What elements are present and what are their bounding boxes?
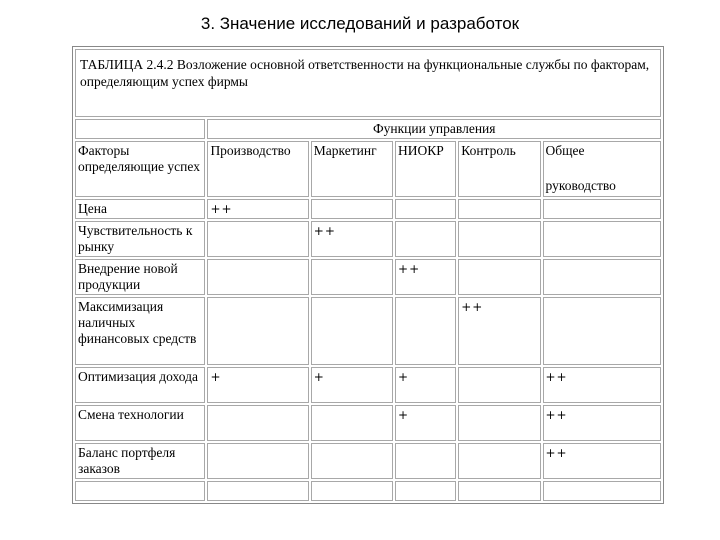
table-row bbox=[75, 259, 661, 295]
mark-cell bbox=[207, 405, 308, 441]
factor-cell: Цена bbox=[75, 199, 205, 219]
table-row bbox=[75, 443, 661, 479]
mark-cell: + bbox=[395, 367, 456, 403]
mark-cell bbox=[395, 443, 456, 479]
column-header: Контроль bbox=[458, 141, 540, 197]
general-management-header bbox=[543, 141, 662, 197]
mark-cell bbox=[311, 297, 393, 365]
mark-cell: ++ bbox=[395, 259, 456, 295]
factor-cell: Чувствительность к рынку bbox=[75, 221, 205, 257]
mark-cell bbox=[395, 199, 456, 219]
table-row bbox=[75, 199, 661, 219]
mark-cell bbox=[395, 221, 456, 257]
mark-cell: + bbox=[311, 367, 393, 403]
empty-header-cell bbox=[75, 119, 205, 139]
mark-cell bbox=[207, 259, 308, 295]
mark-cell bbox=[207, 221, 308, 257]
caption-row bbox=[75, 49, 661, 117]
factor-cell bbox=[75, 481, 205, 501]
mark-cell: ++ bbox=[543, 367, 662, 403]
mark-cell bbox=[458, 221, 540, 257]
mark-cell: ++ bbox=[458, 297, 540, 365]
mark-cell bbox=[543, 259, 662, 295]
functions-header: Функции управления bbox=[207, 119, 661, 139]
mark-cell: ++ bbox=[311, 221, 393, 257]
general-management-bottom: руководство bbox=[545, 178, 616, 193]
factors-header: Факторы определяющие успех bbox=[75, 141, 205, 197]
factor-cell: Баланс портфеля заказов bbox=[75, 443, 205, 479]
mark-cell: + bbox=[395, 405, 456, 441]
general-management-top: Общее bbox=[545, 143, 585, 158]
slide-title: 3. Значение исследований и разработок bbox=[200, 14, 520, 33]
column-header: Производство bbox=[207, 141, 308, 197]
mark-cell bbox=[311, 199, 393, 219]
mark-cell bbox=[395, 297, 456, 365]
responsibility-table bbox=[72, 46, 664, 504]
mark-cell bbox=[311, 481, 393, 501]
mark-cell bbox=[395, 481, 456, 501]
factor-cell: Внедрение новой продукции bbox=[75, 259, 205, 295]
functions-header-row bbox=[75, 119, 661, 139]
mark-cell: ++ bbox=[543, 405, 662, 441]
mark-cell bbox=[207, 481, 308, 501]
mark-cell bbox=[458, 443, 540, 479]
mark-cell bbox=[458, 481, 540, 501]
mark-cell: + bbox=[207, 367, 308, 403]
factor-cell: Оптимизация дохода bbox=[75, 367, 205, 403]
column-header: НИОКР bbox=[395, 141, 456, 197]
mark-cell bbox=[543, 221, 662, 257]
mark-cell bbox=[207, 443, 308, 479]
mark-cell: ++ bbox=[207, 199, 308, 219]
column-header-row bbox=[75, 141, 661, 197]
responsibility-table-wrapper bbox=[72, 46, 664, 504]
table-row bbox=[75, 297, 661, 365]
mark-cell: ++ bbox=[543, 443, 662, 479]
mark-cell bbox=[543, 481, 662, 501]
mark-cell bbox=[458, 405, 540, 441]
table-row bbox=[75, 221, 661, 257]
mark-cell bbox=[311, 259, 393, 295]
mark-cell bbox=[311, 405, 393, 441]
table-row-empty bbox=[75, 481, 661, 501]
table-caption: ТАБЛИЦА 2.4.2 Возложение основной ответственности на функциональные службы по факторам, определяющим успех фирмы bbox=[75, 49, 661, 117]
mark-cell bbox=[458, 259, 540, 295]
factor-cell: Смена технологии bbox=[75, 405, 205, 441]
mark-cell bbox=[458, 367, 540, 403]
column-header: Маркетинг bbox=[311, 141, 393, 197]
mark-cell bbox=[543, 297, 662, 365]
mark-cell bbox=[311, 443, 393, 479]
mark-cell bbox=[207, 297, 308, 365]
factor-cell: Максимизация наличных финансовых средств bbox=[75, 297, 205, 365]
mark-cell bbox=[543, 199, 662, 219]
table-row bbox=[75, 405, 661, 441]
table-row bbox=[75, 367, 661, 403]
mark-cell bbox=[458, 199, 540, 219]
